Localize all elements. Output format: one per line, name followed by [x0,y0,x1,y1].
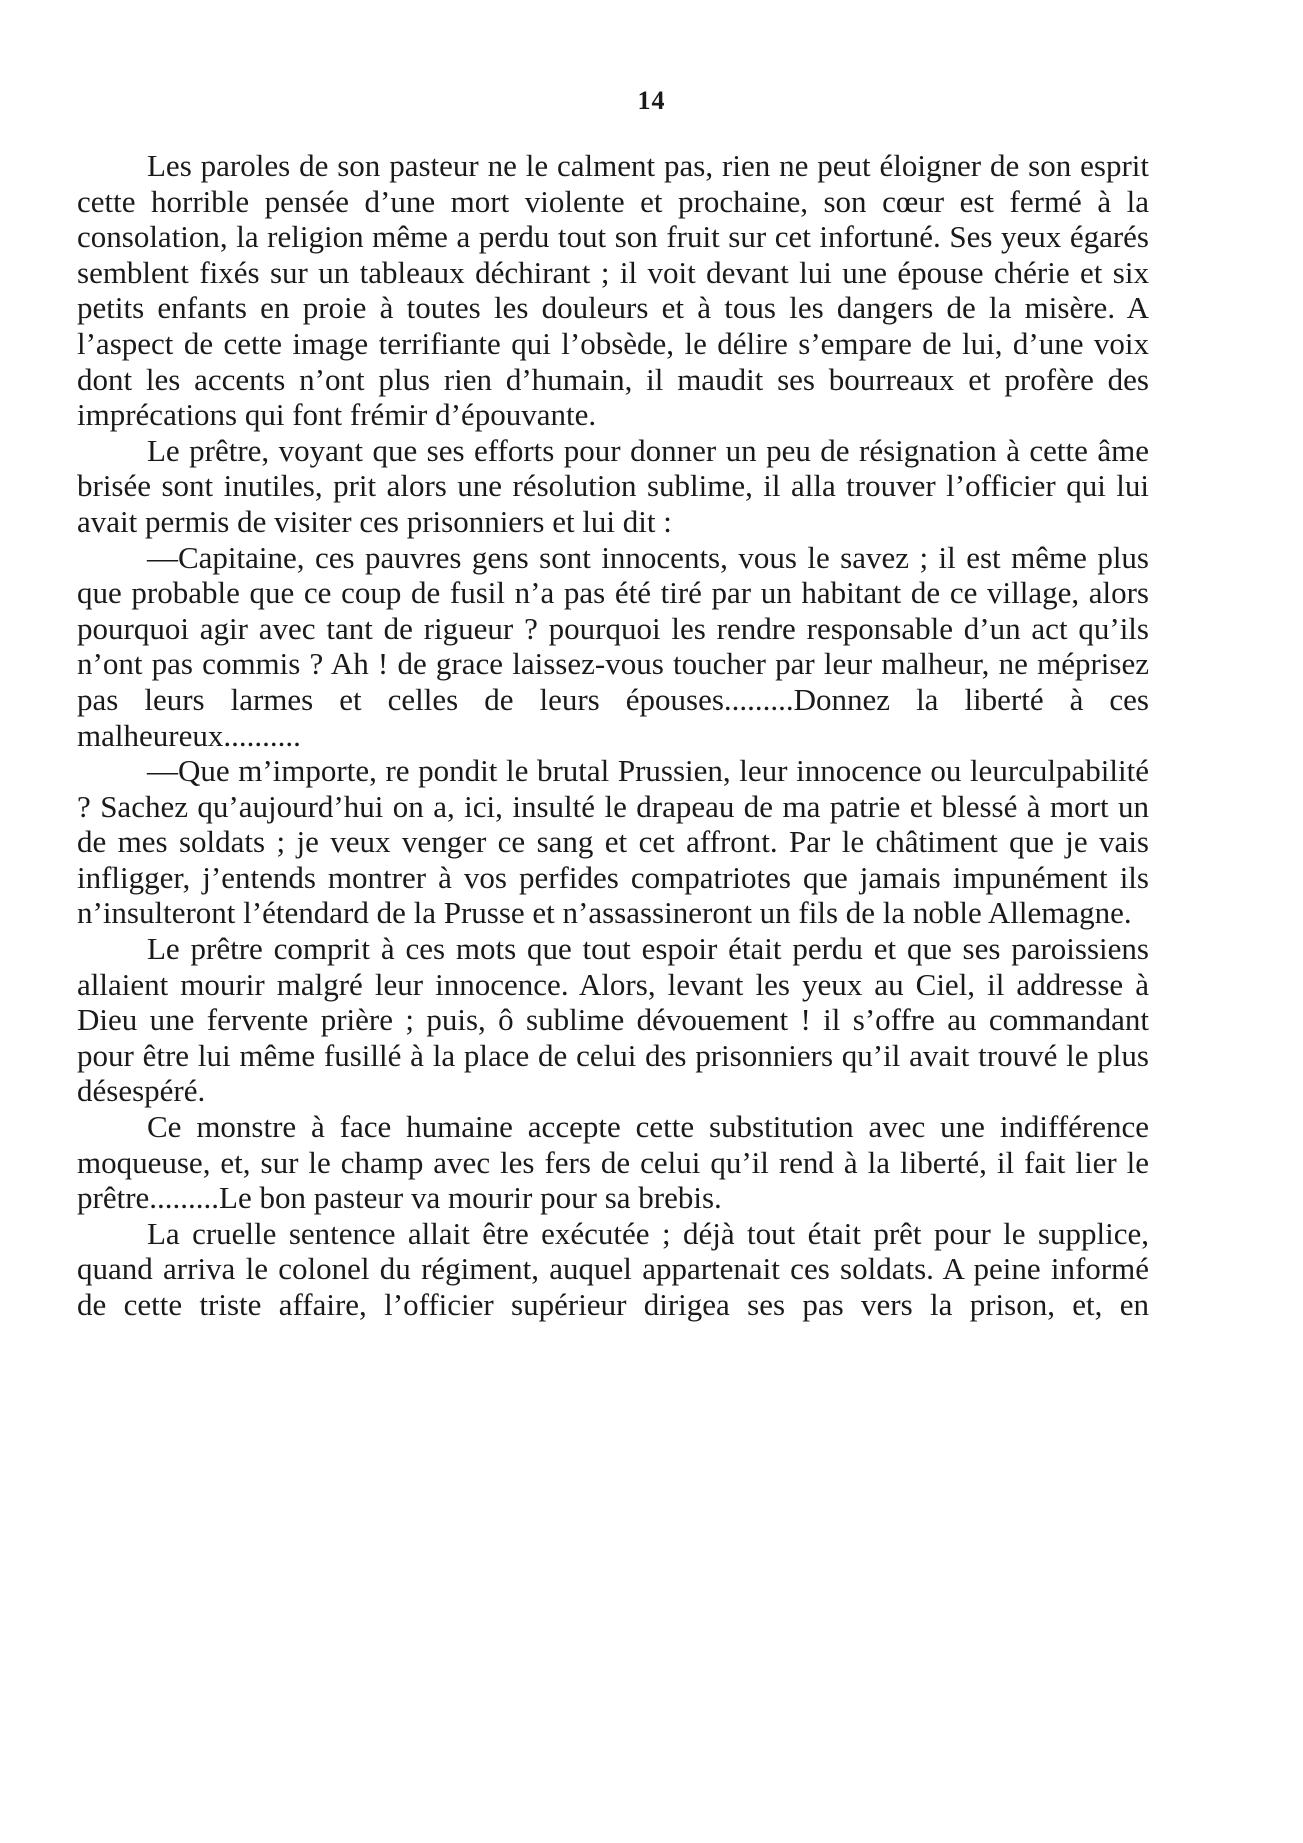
page-number: 14 [637,86,666,115]
paragraph: Le prêtre comprit à ces mots que tout espoir était perdu et que ses paroissiens allaient mourir malgré leur innocence. Alors, levant les yeux au Ciel, il addresse à Dieu une fervente prière ; puis, ô sublime dévouement ! il s’offre au commandant pour être lui même fusillé à la place de celui des prisonniers qu’il avait trouvé le plus désespéré. [77,931,1149,1109]
body-text [77,148,1149,1323]
paragraph: —Capitaine, ces pauvres gens sont innocents, vous le savez ; il est même plus que probable que ce coup de fusil n’a pas été tiré par un habitant de ce village, alors pourquoi agir avec tant de rigueur ? pourquoi les rendre responsable d’un act qu’ils n’ont pas commis ? Ah ! de grace laissez-vous toucher par leur malheur, ne méprisez pas leurs larmes et celles de leurs épouses.........Donnez la liberté à ces malheureux.......... [77,539,1149,753]
paragraph: —Que m’importe, re pondit le brutal Prussien, leur innocence ou leurculpabilité ? Sachez qu’aujourd’hui on a, ici, insulté le drapeau de ma patrie et blessé à mort un de mes soldats ; je veux venger ce sang et cet affront. Par le châtiment que je vais infligger, j’entends montrer à vos perfides compatriotes que jamais impunément ils n’insulteront l’étendard de la Prusse et n’assassineront un fils de la noble Allemagne. [77,753,1149,931]
paragraph: Le prêtre, voyant que ses efforts pour donner un peu de résignation à cette âme brisée sont inutiles, prit alors une résolution sublime, il alla trouver l’officier qui lui avait permis de visiter ces prisonniers et lui dit : [77,432,1149,539]
paragraph: Ce monstre à face humaine accepte cette substitution avec une indifférence moqueuse, et, sur le champ avec les fers de celui qu’il rend à la liberté, il fait lier le prêtre.........Le bon pasteur va mourir pour sa brebis. [77,1109,1149,1216]
paragraph: Les paroles de son pasteur ne le calment pas, rien ne peut éloigner de son esprit cette horrible pensée d’une mort violente et prochaine, son cœur est fermé à la consolation, la religion même a perdu tout son fruit sur cet infortuné. Ses yeux égarés semblent fixés sur un tableaux déchirant ; il voit devant lui une épouse chérie et six petits enfants en proie à toutes les douleurs et à tous les dangers de la misère. A l’aspect de cette image terrifiante qui l’obsède, le délire s’empare de lui, d’une voix dont les accents n’ont plus rien d’humain, il maudit ses bourreaux et profère des imprécations qui font frémir d’épouvante. [77,148,1149,433]
paragraph: La cruelle sentence allait être exécutée ; déjà tout était prêt pour le supplice, quand arriva le colonel du régiment, auquel appartenait ces soldats. A peine informé de cette triste affaire, l’officier supérieur dirigea ses pas vers la prison, et, en [77,1215,1149,1322]
